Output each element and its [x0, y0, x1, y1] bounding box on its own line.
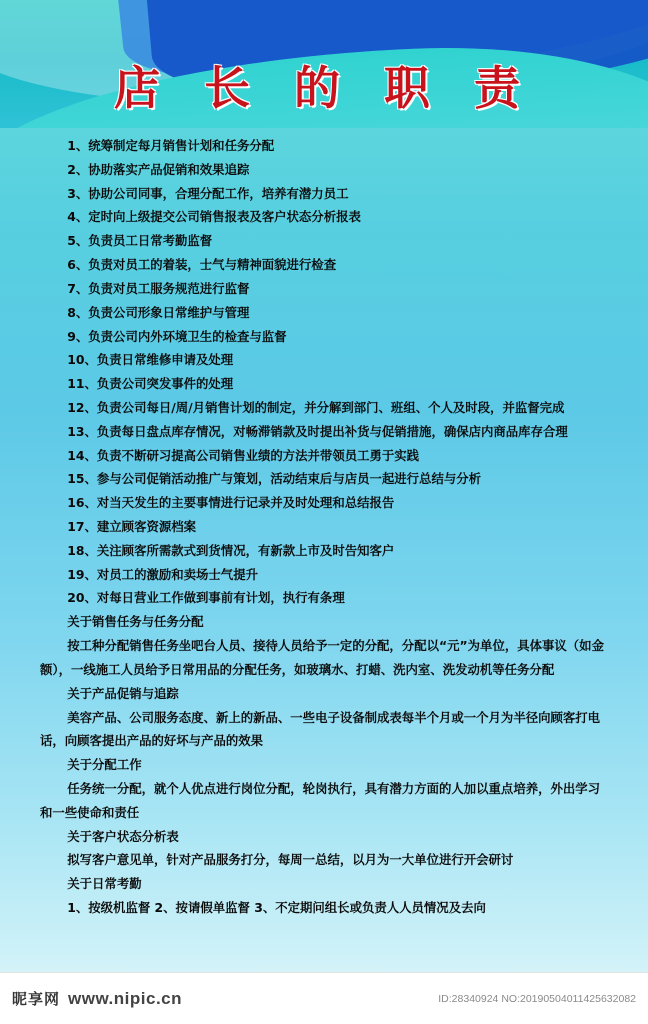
list-item: 7、负责对员工服务规范进行监督: [67, 280, 250, 296]
section-heading: 关于分配工作: [67, 757, 142, 773]
list-item: 8、负责公司形象日常维护与管理: [67, 304, 250, 320]
list-item: 2、协助落实产品促销和效果追踪: [67, 161, 250, 177]
list-item: 11、负责公司突发事件的处理: [67, 376, 234, 392]
list-item: 18、关注顾客所需款式到货情况，有新款上市及时告知客户: [67, 542, 395, 558]
list-item: 4、定时向上级提交公司销售报表及客户状态分析报表: [67, 209, 361, 225]
brand-url: www.nipic.cn: [68, 988, 183, 1008]
list-item: 1、统筹制定每月销售计划和任务分配: [67, 138, 275, 153]
list-item: 20、对每日营业工作做到事前有计划，执行有条理: [67, 590, 345, 606]
list-item: 14、负责不断研习提高公司销售业绩的方法并带领员工勇于实践: [67, 447, 420, 463]
list-item: 13、负责每日盘点库存情况，对畅滞销款及时提出补货与促销措施，确保店内商品库存合理: [67, 423, 568, 439]
list-item: 15、参与公司促销活动推广与策划，活动结束后与店员一起进行总结与分析: [67, 471, 482, 487]
section-heading: 关于产品促销与追踪: [67, 685, 179, 701]
section-paragraph: 美容产品、公司服务态度、新上的新品、一些电子设备制成表每半个月或一个月为半径向顾客打电话，向顾客提出产品的好坏与产品的效果: [40, 709, 601, 749]
section-heading: 关于销售任务与任务分配: [67, 614, 204, 630]
section-paragraph: 任务统一分配，就个人优点进行岗位分配，轮岗执行，具有潜力方面的人加以重点培养，外出学习和一些使命和责任: [40, 780, 601, 820]
list-item: 6、负责对员工的着装，士气与精神面貌进行检查: [67, 257, 337, 273]
list-item: 10、负责日常维修申请及处理: [67, 352, 234, 368]
section-paragraph: 1、按级机监督 2、按请假单监督 3、不定期问组长或负责人人员情况及去向: [67, 900, 486, 915]
section-paragraph: 按工种分配销售任务坐吧台人员、接待人员给予一定的分配，分配以“元”为单位，具体事议（如金额），一线施工人员给予日常用品的分配任务，如玻璃水、打蜡、洗内室、洗发动机等任务分配: [40, 638, 604, 677]
section-heading: 关于客户状态分析表: [67, 828, 179, 844]
image-meta: ID:28340924 NO:20190504011425632082: [438, 992, 636, 1005]
section-heading: 关于日常考勤: [67, 876, 142, 892]
list-item: 3、协助公司同事，合理分配工作，培养有潜力员工: [67, 185, 349, 201]
brand: [12, 988, 182, 1009]
brand-logo: 昵享网: [12, 990, 61, 1008]
duties-list: [40, 134, 608, 920]
list-item: 19、对员工的激励和卖场士气提升: [67, 566, 258, 582]
page-title: 店 长 的 职 责: [113, 61, 535, 115]
footer-bar: [0, 972, 648, 1024]
list-item: 5、负责员工日常考勤监督: [67, 233, 213, 249]
list-item: 16、对当天发生的主要事情进行记录并及时处理和总结报告: [67, 495, 395, 511]
list-item: 9、负责公司内外环境卫生的检查与监督: [67, 328, 287, 344]
list-item: 12、负责公司每日/周/月销售计划的制定，并分解到部门、班组、个人及时段，并监督完成: [67, 399, 565, 415]
section-paragraph: 拟写客户意见单，针对产品服务打分，每周一总结，以月为一大单位进行开会研讨: [67, 852, 514, 868]
list-item: 17、建立顾客资源档案: [67, 519, 197, 534]
